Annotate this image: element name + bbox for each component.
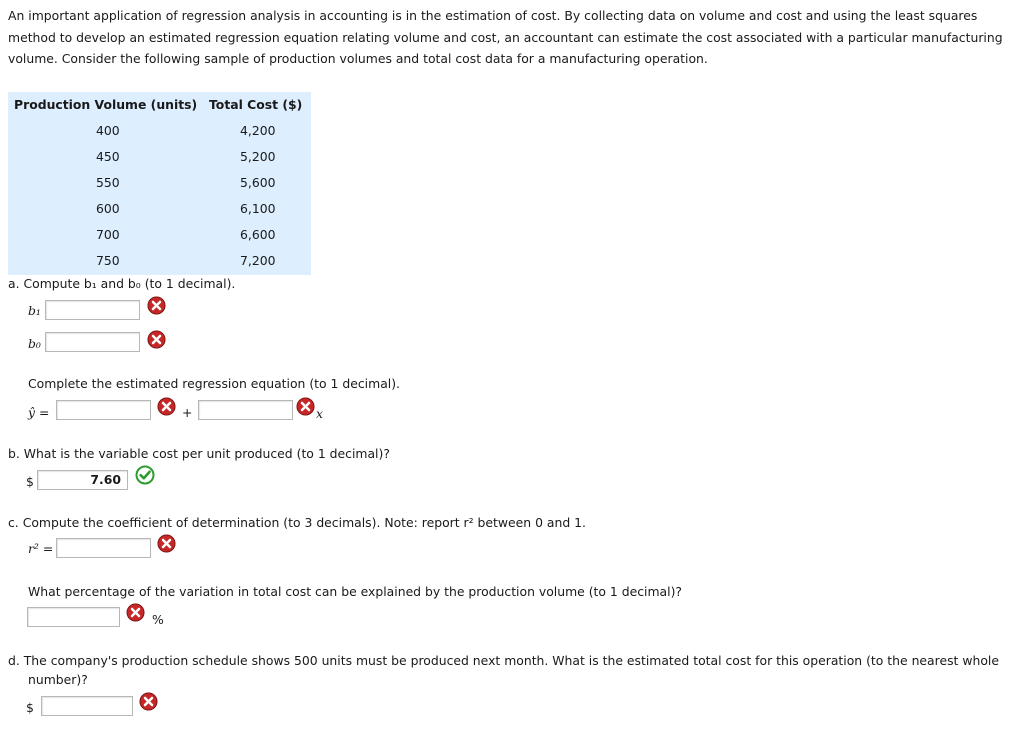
volume-cell: 700 bbox=[96, 227, 120, 242]
percent-sign: % bbox=[152, 612, 164, 627]
b0-input[interactable] bbox=[45, 332, 140, 352]
volume-cell: 750 bbox=[96, 253, 120, 268]
yhat-label: ŷ = bbox=[28, 405, 50, 420]
cost-cell: 6,600 bbox=[240, 227, 276, 242]
equation-prompt: Complete the estimated regression equation (to 1 decimal). bbox=[28, 376, 400, 391]
incorrect-icon bbox=[157, 397, 176, 416]
cost-cell: 5,200 bbox=[240, 149, 276, 164]
percent-input[interactable] bbox=[27, 607, 120, 627]
incorrect-icon bbox=[296, 397, 315, 416]
b1-input[interactable] bbox=[45, 300, 140, 320]
volume-cell: 600 bbox=[96, 201, 120, 216]
cost-cell: 4,200 bbox=[240, 123, 276, 138]
volume-cell: 400 bbox=[96, 123, 120, 138]
part-d-question-cont: number)? bbox=[28, 672, 88, 687]
total-cost-input[interactable] bbox=[41, 696, 133, 716]
plus-sign: + bbox=[182, 405, 193, 420]
incorrect-icon bbox=[157, 534, 176, 553]
intercept-input[interactable] bbox=[56, 400, 151, 420]
part-b-question: b. What is the variable cost per unit produced (to 1 decimal)? bbox=[8, 446, 390, 461]
r-squared-label: r² = bbox=[28, 541, 54, 556]
volume-cell: 550 bbox=[96, 175, 120, 190]
column-header-volume: Production Volume (units) bbox=[14, 97, 198, 112]
part-a-question: a. Compute b₁ and b₀ (to 1 decimal). bbox=[8, 276, 236, 291]
column-header-cost: Total Cost ($) bbox=[209, 97, 303, 112]
problem-intro: An important application of regression analysis in accounting is in the estimation of cost. By collecting data on volume and cost and using the least squares method to develop an estimated regression equation relating volume and cost, an accountant can estimate the cost associated with a particular manufacturing volume. Consider the following sample of production volumes and total cost data for a manufacturing operation. bbox=[8, 8, 1003, 67]
incorrect-icon bbox=[126, 603, 145, 622]
x-variable: x bbox=[316, 406, 323, 421]
volume-cell: 450 bbox=[96, 149, 120, 164]
b0-label: b₀ bbox=[28, 336, 41, 351]
correct-check-icon bbox=[135, 465, 155, 485]
percent-prompt: What percentage of the variation in total cost can be explained by the production volume (to 1 decimal)? bbox=[28, 584, 683, 599]
currency-symbol: $ bbox=[26, 474, 34, 489]
slope-input[interactable] bbox=[198, 400, 293, 420]
currency-symbol: $ bbox=[26, 700, 34, 715]
b1-label: b₁ bbox=[28, 303, 41, 318]
r-squared-input[interactable] bbox=[56, 538, 151, 558]
part-c-question: c. Compute the coefficient of determination (to 3 decimals). Note: report r² between 0 and 1. bbox=[8, 515, 586, 530]
cost-cell: 6,100 bbox=[240, 201, 276, 216]
incorrect-icon bbox=[139, 692, 158, 711]
data-table bbox=[8, 92, 311, 275]
cost-cell: 7,200 bbox=[240, 253, 276, 268]
cost-cell: 5,600 bbox=[240, 175, 276, 190]
incorrect-icon bbox=[147, 330, 166, 349]
variable-cost-input[interactable]: 7.60 bbox=[37, 470, 128, 490]
part-d-question: d. The company's production schedule shows 500 units must be produced next month. What is the estimated total cost for this operation (to the nearest whole bbox=[8, 653, 999, 668]
incorrect-icon bbox=[147, 296, 166, 315]
